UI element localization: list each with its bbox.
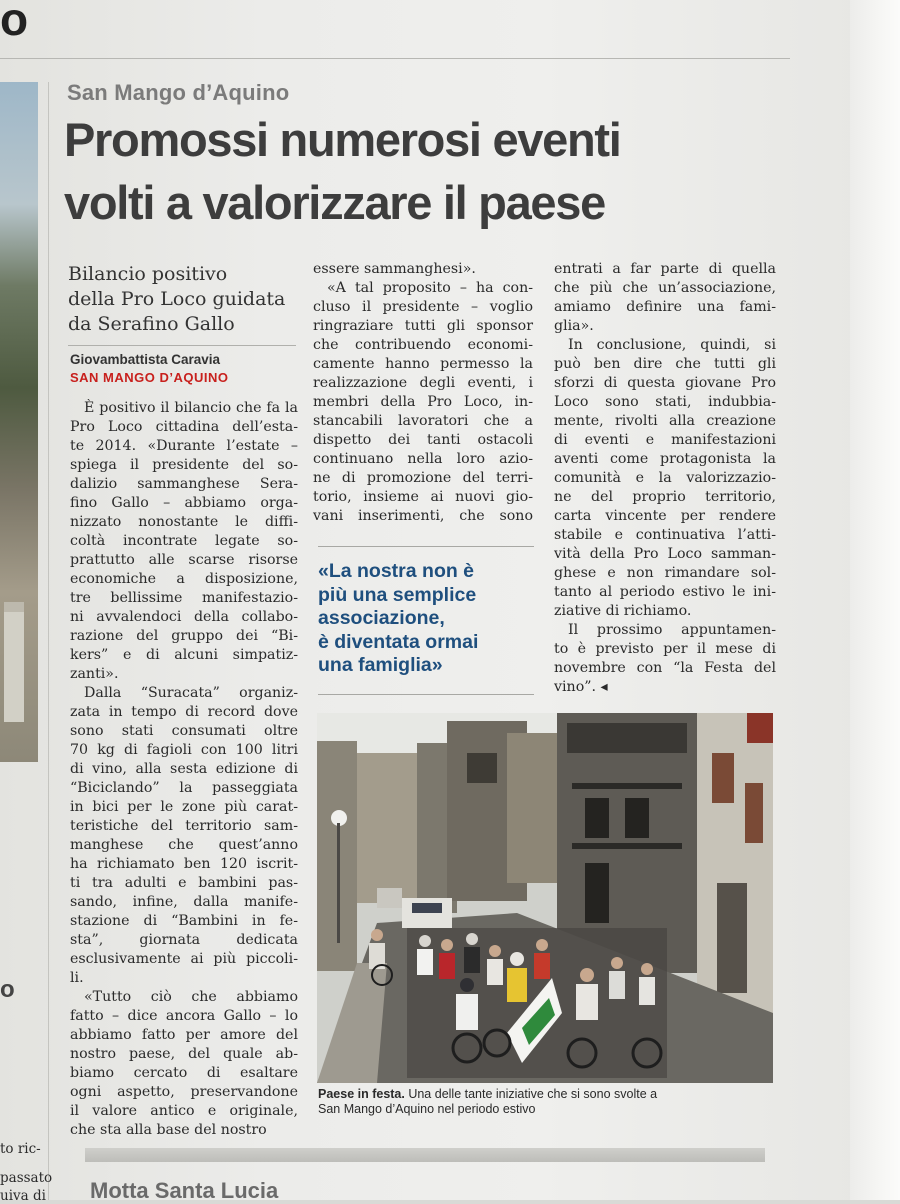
article-text-line: Loco sono stati, indubbia- [554, 394, 776, 410]
article-text-line: ne del proprio territorio, [554, 489, 776, 505]
article-text-line: nizzato nonostante le diffi- [70, 514, 298, 530]
cyclists-crowd [369, 928, 667, 1078]
article-text-line: comunità e la valorizzazio- [554, 470, 776, 486]
next-article-band [85, 1148, 765, 1162]
article-text-line: dalizio sammanghese Sera- [70, 476, 298, 492]
subtitle-line: Bilancio positivo [68, 263, 228, 285]
article-text-line: ni avvalendoci della collabo- [70, 609, 298, 625]
article-text-line: È positivo il bilancio che fa la [84, 400, 298, 416]
article-text-line: il valore antico e originale, [70, 1103, 298, 1119]
article-column-2 [313, 260, 533, 526]
headline-line-2: volti a valorizzare il paese [64, 176, 605, 229]
dateline: SAN MANGO D’AQUINO [70, 370, 229, 385]
photo-caption [318, 1087, 778, 1117]
headline [64, 108, 844, 234]
kicker: San Mango d’Aquino [67, 80, 290, 105]
subtitle-line: da Serafino Gallo [68, 313, 235, 335]
article-text-line: che sta alla base del nostro [70, 1122, 267, 1138]
article-text-line: economiche a disposizione, [70, 571, 298, 587]
article-text-line: vani inserimenti, che sono [313, 508, 533, 524]
pull-quote-line: associazione, [318, 607, 445, 629]
article-text-line: «A tal proposito – ha con- [327, 280, 533, 296]
article-column-3 [554, 260, 776, 697]
article-text-line: ringraziare tutti gli sponsor [313, 318, 533, 334]
article-text-line: realizzazione degli eventi, i [313, 375, 533, 391]
tower-shape [4, 602, 24, 722]
article-text-line: kers” e di alcuni simpatiz- [70, 647, 298, 663]
pull-quote-line: «La nostra non è [318, 560, 475, 582]
article-text-line: carta vincente per rendere [554, 508, 776, 524]
article-column-1 [70, 399, 298, 1140]
article-text-line: amiamo definire una fami- [554, 299, 776, 315]
article-text-line: vino”. ◂ [554, 679, 608, 695]
article-text-line: tanto al periodo estivo le ini- [554, 584, 776, 600]
article-text-line: nostro paese, del quale ab- [70, 1046, 298, 1062]
article-text-line: dispetto dei tanti ostacoli [313, 432, 533, 448]
article-text-line: “Biciclando” la passeggiata [70, 780, 298, 796]
pull-quote-line: più una semplice [318, 583, 477, 606]
article-text-line: stancabili lavoratori che a [313, 413, 533, 429]
article-text-line: mente, rivolti alla creazione [554, 413, 776, 429]
article-text-line: Pro Loco cittadina dell’esta- [70, 419, 298, 435]
article-text-line: stabile e continuativa l’atti- [554, 527, 776, 543]
caption-text-line-2: San Mango d’Aquino nel periodo estivo [318, 1102, 536, 1116]
left-fragment-o: o [0, 976, 15, 1003]
article-text-line: stazione di “Bambini in fe- [70, 913, 298, 929]
adjacent-article-photo [0, 82, 38, 762]
article-text-line: prattutto alle scarse risorse [70, 552, 298, 568]
article-text-line: continuano nella loro azio- [313, 451, 533, 467]
left-fragment-2: passato [0, 1170, 53, 1186]
pull-quote-line: una famiglia» [318, 654, 443, 676]
next-article-title: Motta Santa Lucia [90, 1178, 279, 1203]
article-text-line: fatto – dice ancora Gallo – lo [70, 1008, 298, 1024]
author-name: Giovambattista Caravia [70, 352, 221, 367]
headline-line-1: Promossi numerosi eventi [64, 113, 621, 166]
article-text-line: esclusivamente ai più piccoli- [70, 951, 298, 967]
article-text-line: sando, infine, dalla manife- [70, 894, 298, 910]
page-fragment: o [0, 0, 29, 45]
article-photo [317, 713, 773, 1083]
article-text-line: abbiamo fatto per amore del [70, 1027, 298, 1043]
article-text-line: spiega il presidente del so- [70, 457, 298, 473]
caption-text: Una delle tante iniziative che si sono svolte a [404, 1087, 658, 1101]
quote-rule-top [318, 546, 534, 547]
article-text-line: che contribuendo economi- [313, 337, 533, 353]
article-text-line: In conclusione, quindi, si [568, 337, 776, 353]
article-text-line: cluso il presidente – voglio [313, 299, 533, 315]
article-text-line: di vino, alla sesta edizione di [70, 761, 298, 777]
article-text-line: entrati a far parte di quella [554, 261, 776, 277]
article-text-line: glia». [554, 318, 594, 334]
pull-quote-line: è diventata ormai [318, 630, 479, 653]
article-text-line: coltà incontrate legate so- [70, 533, 298, 549]
article-text-line: teristiche del territorio sam- [70, 818, 298, 834]
article-text-line: ogni aspetto, preservandone [70, 1084, 298, 1100]
article-text-line: membri della Pro Loco, in- [313, 394, 533, 410]
top-rule [0, 58, 790, 59]
article-text-line: Il prossimo appuntamen- [568, 622, 776, 638]
article-text-line: li. [70, 970, 84, 986]
article-text-line: «Tutto ciò che abbiamo [84, 989, 298, 1005]
article-text-line: torio, insieme ai nuovi gio- [313, 489, 533, 505]
article-text-line: camente hanno permesso la [313, 356, 533, 372]
article-text-line: ghese e non rimandare sol- [554, 565, 776, 581]
subtitle-line: della Pro Loco guidata [68, 288, 286, 310]
article-text-line: sta”, giornata dedicata [70, 932, 298, 948]
left-fragment-3: uiva di [0, 1188, 46, 1204]
article-text-line: essere sammanghesi». [313, 261, 476, 277]
village-street-photo [317, 713, 773, 1083]
caption-title: Paese in festa. [318, 1087, 405, 1101]
article-text-line: in bici per le zone più carat- [70, 799, 298, 815]
article-text-line: sforzi di questa giovane Pro [554, 375, 776, 391]
page-edge-shadow [850, 0, 900, 1200]
left-fragment-1: to ric- [0, 1141, 41, 1157]
article-text-line: aventi come protagonista la [554, 451, 776, 467]
article-text-line: razione del gruppo dei “Bi- [70, 628, 298, 644]
article-text-line: te 2014. «Durante l’estate – [70, 438, 298, 454]
article-text-line: di eventi e manifestazioni [554, 432, 776, 448]
column-rule [48, 82, 49, 1200]
article-text-line: sono stati consumati oltre [70, 723, 298, 739]
article-text-line: ne di promozione del terri- [313, 470, 533, 486]
article-text-line: novembre con “la Festa del [554, 660, 776, 676]
article-text-line: zanti». [70, 666, 119, 682]
article-text-line: fino Gallo – abbiamo orga- [70, 495, 298, 511]
article-text-line: biamo cercato di esaltare [70, 1065, 298, 1081]
pull-quote [318, 560, 534, 678]
article-text-line: tre bellissime manifestazio- [70, 590, 298, 606]
subtitle [68, 262, 303, 337]
article-text-line: può ben dire che tutti gli [554, 356, 776, 372]
quote-rule-bottom [318, 694, 534, 695]
article-text-line: vità della Pro Loco samman- [554, 546, 776, 562]
article-text-line: ziative di richiamo. [554, 603, 692, 619]
article-text-line: to è previsto per il mese di [554, 641, 776, 657]
article-text-line: 70 kg di fagioli con 100 litri [70, 742, 298, 758]
article-text-line: ha richiamato ben 120 iscrit- [70, 856, 298, 872]
article-text-line: zata in tempo di record dove [70, 704, 298, 720]
article-text-line: manghese che quest’anno [70, 837, 298, 853]
article-text-line: ti tra adulti e bambini pas- [70, 875, 298, 891]
subtitle-rule [68, 345, 296, 346]
article-text-line: che più che un’associazione, [554, 280, 776, 296]
article-text-line: Dalla “Suracata” organiz- [84, 685, 298, 701]
